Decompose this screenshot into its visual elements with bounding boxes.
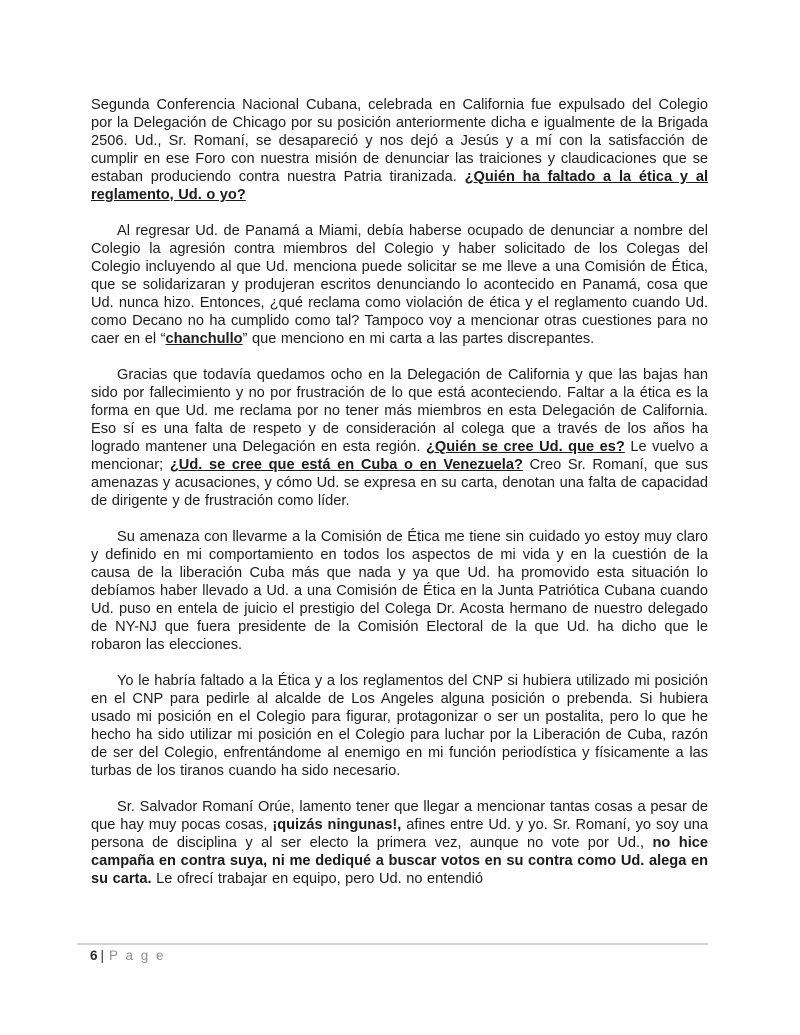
- emphasis-underline-run: ¿Quién se cree Ud. que es?: [425, 439, 625, 455]
- emphasis-run: ¡quizás ningunas!,: [272, 817, 402, 833]
- text-run: Segunda Conferencia Nacional Cubana, celebrada en California fue expulsado del Colegio por la Delegación de Chicago por su posición anteriormente dicha e igualmente de la Brigada 2506. Ud., Sr. Romaní, se desapareció y nos dejó a Jesús y a mí con la satisfacción de cumplir en ese Foro con nuestra misión de denunciar las traiciones y claudicaciones que se estaban produciendo contra nuestra Patria tiranizada.: [91, 97, 708, 185]
- emphasis-run: no hice campaña en contra suya, ni me dediqué a buscar votos en su contra como Ud. alega en su carta.: [91, 835, 708, 887]
- text-run: afines entre Ud. y yo. Sr. Romaní, yo soy una persona de disciplina y al ser electo la primera vez, aunque no vote por Ud.,: [91, 817, 708, 851]
- text-run: Su amenaza con llevarme a la Comisión de Ética me tiene sin cuidado yo estoy muy claro y definido en mi comportamiento en todos los aspectos de mi vida y en la cuestión de la causa de la liberación Cuba más que nada y ya que Ud. ha promovido esta situación lo debíamos haber llevado a Ud. a una Comisión de Ética en la Junta Patriótica Cubana cuando Ud. puso en entela de juicio el prestigio del Colega Dr. Acosta hermano de nuestro delegado de NY-NJ que fuera presidente de la Comisión Electoral de la que Ud. ha dicho que le robaron las elecciones.: [91, 529, 708, 653]
- text-run: Sr. Salvador Romaní Orúe, lamento tener que llegar a mencionar tantas cosas a pesar de que hay muy pocas cosas,: [91, 799, 708, 833]
- emphasis-underline-run: ¿Quién ha faltado a la ética y al reglamento, Ud. o yo?: [91, 169, 708, 203]
- emphasis-underline-run: ¿Ud. se cree que está en Cuba o en Venezuela?: [169, 457, 523, 473]
- text-run: Gracias que todavía quedamos ocho en la Delegación de California y que las bajas han sido por fallecimiento y no por frustración de lo que está aconteciendo. Faltar a la ética es la forma en que Ud. me reclama por no tener más miembros en esta Delegación de California. Eso sí es una falta de respeto y de consideración al colega que a través de los años ha logrado mantener una Delegación en esta región.: [91, 367, 708, 455]
- paragraph: [91, 798, 708, 888]
- text-run: Le ofrecí trabajar en equipo, pero Ud. no entendió: [151, 871, 483, 887]
- text-run: ” que menciono en mi carta a las partes discrepantes.: [242, 331, 595, 347]
- text-run: Al regresar Ud. de Panamá a Miami, debía haberse ocupado de denunciar a nombre del Colegio la agresión contra miembros del Colegio y haber solicitado de los Colegas del Colegio incluyendo al que Ud. menciona puede solicitar se me lleve a una Comisión de Ética, que se solidarizaran y produjeran escritos denunciando lo acontecido en Panamá, cosa que Ud. nunca hizo. Entonces, ¿qué reclama como violación de ética y el reglamento cuando Ud. como Decano no ha cumplido como tal? Tampoco voy a mencionar otras cuestiones para no caer en el “: [91, 223, 708, 347]
- text-run: Le vuelvo a mencionar;: [91, 439, 708, 473]
- page-footer: [90, 948, 166, 964]
- paragraph: [91, 366, 708, 510]
- emphasis-underline-run: chanchullo: [165, 331, 243, 347]
- paragraph: [91, 222, 708, 348]
- footer-separator: |: [100, 948, 105, 963]
- text-run: Yo le habría faltado a la Ética y a los reglamentos del CNP si hubiera utilizado mi posición en el CNP para pedirle al alcalde de Los Angeles alguna posición o prebenda. Si hubiera usado mi posición en el Colegio para figurar, protagonizar o ser un postalita, pero lo que he hecho ha sido utilizar mi posición en el Colegio para luchar por la Liberación de Cuba, razón de ser del Colegio, enfrentándome al enemigo en mi función periodística y físicamente a las turbas de los tiranos cuando ha sido necesario.: [91, 673, 708, 779]
- text-run: Creo Sr. Romaní, que sus amenazas y acusaciones, y cómo Ud. se expresa en su carta, denotan una falta de capacidad de dirigente y de frustración como líder.: [91, 457, 709, 509]
- footer-page-label: P a g e: [109, 948, 166, 963]
- page-number: 6: [90, 948, 98, 963]
- paragraph: [91, 672, 708, 780]
- document-body: [91, 96, 708, 906]
- paragraph: [91, 96, 708, 204]
- footer-divider: [77, 943, 708, 945]
- paragraph: [91, 528, 708, 654]
